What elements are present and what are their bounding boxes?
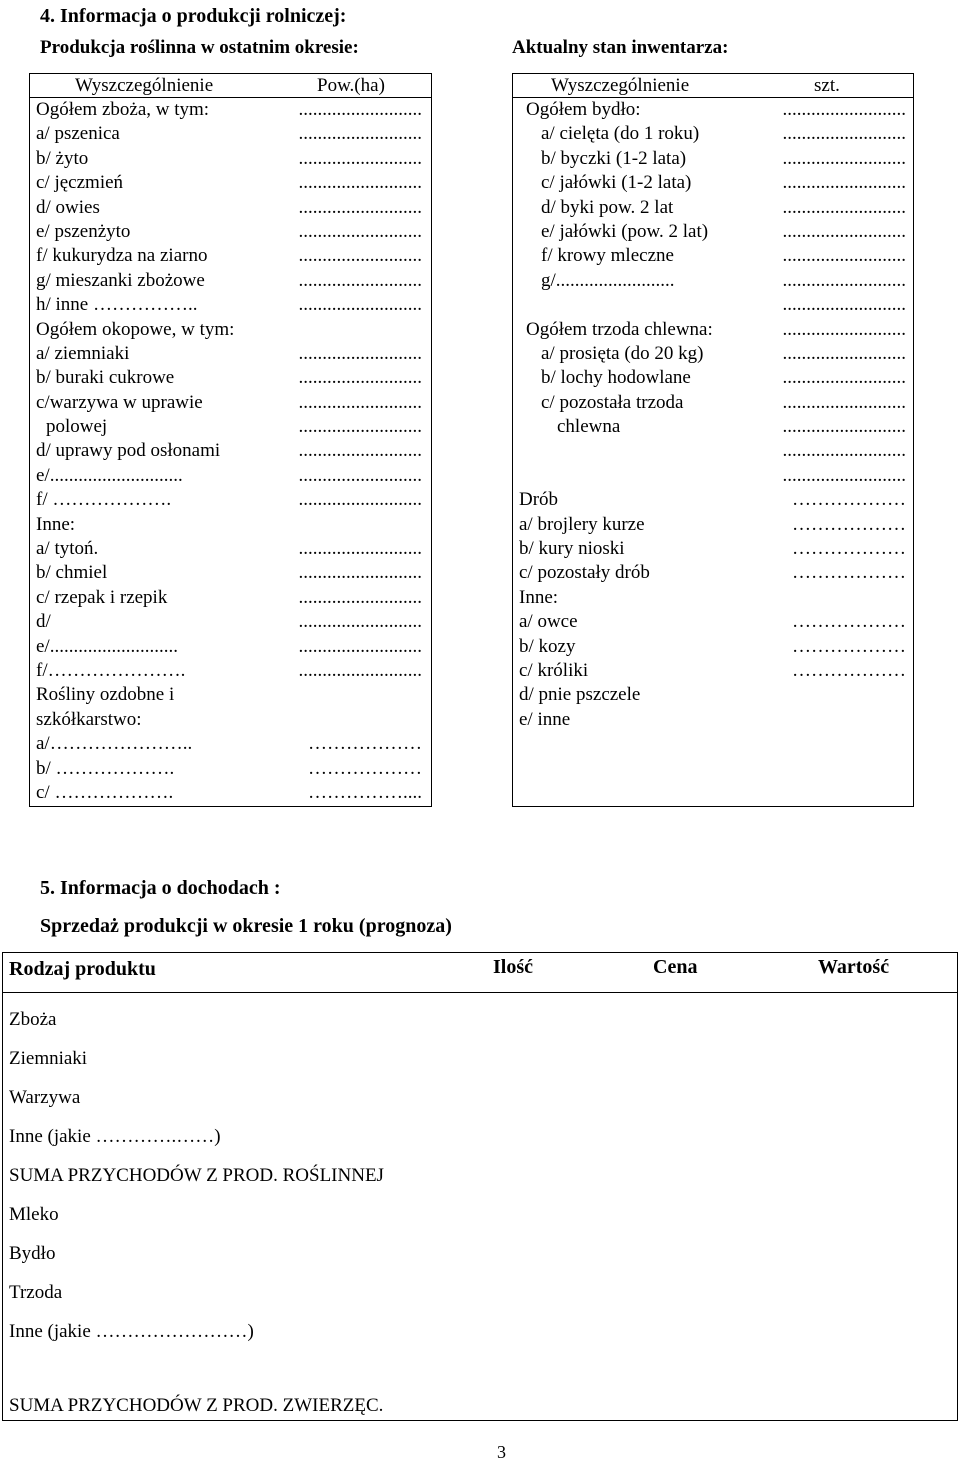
livestock-row-value: .......................... [782, 440, 906, 462]
plant-row-value: .......................... [298, 220, 422, 242]
plant-row-label: d/ [36, 611, 51, 633]
livestock-row-label: c/ króliki [519, 659, 589, 681]
plant-header-area: Pow.(ha) [317, 75, 385, 96]
page-number: 3 [497, 1442, 506, 1462]
livestock-row-label: a/ prosięta (do 20 kg) [541, 342, 704, 364]
plant-row-value: .......................... [298, 99, 422, 120]
sales-row-other-plant: Inne (jakie ………….……) [9, 1126, 221, 1147]
plant-row-value: .......................... [298, 611, 422, 633]
livestock-row-label: e/ inne [519, 708, 571, 730]
sales-row-vegetables: Warzywa [9, 1087, 81, 1108]
plant-row-label: b/ żyto [36, 147, 89, 169]
plant-row-value: .......................... [298, 538, 422, 560]
livestock-row-value: ……………… [792, 562, 906, 584]
livestock-row-label: Ogółem bydło: [526, 99, 641, 120]
plant-header-description: Wyszczególnienie [75, 75, 214, 96]
sales-row-cattle: Bydło [9, 1243, 56, 1264]
plant-row-label: Ogółem okopowe, w tym: [36, 318, 235, 340]
sales-row-milk: Mleko [9, 1204, 59, 1225]
plant-row-value: .......................... [298, 147, 422, 169]
livestock-row-label: a/ cielęta (do 1 roku) [541, 123, 700, 145]
plant-row-label: polowej [46, 416, 108, 438]
livestock-row-value: .......................... [782, 464, 906, 486]
livestock-row-value [740, 586, 906, 610]
livestock-row-value: .......................... [782, 245, 906, 267]
livestock-row-value: .......................... [782, 342, 906, 364]
plant-row-label: h/ inne …………….. [36, 294, 198, 316]
livestock-row-label: Ogółem trzoda chlewna: [526, 318, 713, 340]
plant-row-label: a/ pszenica [36, 123, 120, 145]
plant-row-value: .......................... [298, 562, 422, 584]
plant-row-value: .......................... [298, 586, 422, 608]
livestock-row-value: .......................... [782, 196, 906, 218]
sales-table-bottom-border [2, 1420, 958, 1421]
livestock-row-label: chlewna [557, 416, 621, 438]
plant-row-value [270, 708, 422, 732]
livestock-row-value: ……………… [792, 538, 906, 560]
sales-table-header-border [2, 992, 958, 993]
plant-row-label: e/ pszenżyto [36, 220, 131, 242]
sales-header-product: Rodzaj produktu [9, 958, 156, 980]
livestock-row-value: .......................... [782, 367, 906, 389]
plant-row-value [270, 513, 422, 537]
plant-row-value: .......................... [298, 342, 422, 364]
sales-row-other-animal: Inne (jakie ……………………) [9, 1321, 254, 1342]
sales-row-pigs: Trzoda [9, 1282, 63, 1303]
livestock-row-label: b/ kury nioski [519, 538, 625, 560]
livestock-row-label: b/ kozy [519, 635, 576, 657]
plant-row-label: f/ ………………. [36, 489, 172, 511]
plant-row-value: ……………… [308, 733, 422, 755]
plant-row-label: d/ uprawy pod osłonami [36, 440, 221, 462]
plant-row-value: ……………… [308, 757, 422, 779]
plant-row-label [36, 805, 286, 829]
livestock-row-value: .......................... [782, 294, 906, 316]
livestock-row-label: b/ lochy hodowlane [541, 367, 691, 389]
livestock-row-value: .......................... [782, 220, 906, 242]
livestock-header-description: Wyszczególnienie [551, 75, 690, 96]
livestock-row-label [519, 293, 749, 317]
plant-labels-column [36, 98, 286, 830]
livestock-row-label [519, 439, 749, 463]
plant-row-label: b/ chmiel [36, 562, 108, 584]
livestock-subtitle: Aktualny stan inwentarza: [512, 37, 729, 58]
livestock-row-label: a/ brojlery kurze [519, 513, 645, 535]
plant-row-value [270, 318, 422, 342]
sales-subtitle: Sprzedaż produkcji w okresie 1 roku (prognoza) [40, 915, 452, 937]
plant-row-label: f/ kukurydza na ziarno [36, 245, 208, 267]
livestock-row-label: Drób [519, 489, 559, 511]
livestock-row-value: ……………… [792, 635, 906, 657]
sales-row-plant-total: SUMA PRZYCHODÓW Z PROD. ROŚLINNEJ [9, 1165, 384, 1186]
livestock-row-label: f/ krowy mleczne [541, 245, 674, 267]
sales-header-price: Cena [653, 956, 698, 978]
plant-row-label: szkółkarstwo: [36, 708, 142, 730]
plant-row-label: c/warzywa w uprawie [36, 391, 203, 413]
plant-row-value: .......................... [298, 391, 422, 413]
plant-row-label: Inne: [36, 513, 76, 535]
plant-row-value: .......................... [298, 416, 422, 438]
livestock-header-count: szt. [814, 75, 840, 96]
plant-values-column [270, 98, 422, 830]
plant-row-label: c/ ………………. [36, 781, 174, 803]
plant-row-value: .......................... [298, 269, 422, 291]
livestock-row-label: d/ byki pow. 2 lat [541, 196, 674, 218]
livestock-row-value: ……………… [792, 513, 906, 535]
plant-row-value: .......................... [298, 172, 422, 194]
plant-row-value: .......................... [298, 635, 422, 657]
plant-row-value: …………….... [308, 781, 422, 803]
plant-row-label: f/…………………. [36, 659, 186, 681]
livestock-row-value: .......................... [782, 391, 906, 413]
livestock-row-label: g/......................... [541, 269, 675, 291]
livestock-row-label: c/ pozostały drób [519, 562, 650, 584]
plant-row-label: c/ jęczmień [36, 172, 124, 194]
plant-row-label: g/ mieszanki zbożowe [36, 269, 205, 291]
plant-row-label: Ogółem zboża, w tym: [36, 99, 210, 120]
plant-row-value: .......................... [298, 245, 422, 267]
livestock-row-value: .......................... [782, 318, 906, 340]
livestock-row-value: ……………… [792, 659, 906, 681]
plant-row-value: .......................... [298, 294, 422, 316]
plant-row-label: a/ ziemniaki [36, 342, 130, 364]
plant-row-label: d/ owies [36, 196, 100, 218]
sales-row-grains: Zboża [9, 1009, 57, 1030]
plant-row-label: Rośliny ozdobne i [36, 684, 175, 706]
plant-row-label: e/........................... [36, 635, 178, 657]
livestock-row-value: ……………… [792, 611, 906, 633]
livestock-row-value: ……………… [792, 489, 906, 511]
livestock-row-label: Inne: [519, 586, 559, 608]
sales-header-value: Wartość [818, 956, 890, 978]
sales-row-potatoes: Ziemniaki [9, 1048, 88, 1069]
livestock-row-value: .......................... [782, 416, 906, 438]
livestock-row-label: c/ jałówki (1-2 lata) [541, 172, 692, 194]
plant-row-label: a/ tytoń. [36, 538, 99, 560]
plant-row-value: .......................... [298, 196, 422, 218]
plant-row-value [270, 805, 422, 829]
sales-row-animal-total: SUMA PRZYCHODÓW Z PROD. ZWIERZĘC. [9, 1395, 384, 1416]
plant-row-label: a/………………….. [36, 733, 193, 755]
section5-title: 5. Informacja o dochodach : [40, 877, 281, 899]
plant-row-value: .......................... [298, 489, 422, 511]
livestock-row-label: d/ pnie pszczele [519, 684, 641, 706]
section4-title: 4. Informacja o produkcji rolniczej: [40, 5, 347, 27]
livestock-labels-column [519, 98, 749, 732]
plant-production-subtitle: Produkcja roślinna w ostatnim okresie: [40, 37, 359, 58]
livestock-row-value: .......................... [782, 123, 906, 145]
livestock-row-value [740, 683, 906, 707]
plant-row-label: b/ buraki cukrowe [36, 367, 175, 389]
livestock-row-label: b/ byczki (1-2 lata) [541, 147, 687, 169]
sales-header-quantity: Ilość [493, 956, 533, 978]
livestock-row-label: e/ jałówki (pow. 2 lat) [541, 220, 709, 242]
livestock-row-label: a/ owce [519, 611, 578, 633]
sales-table-top-border [2, 952, 958, 953]
plant-row-value: .......................... [298, 367, 422, 389]
plant-row-label: b/ ………………. [36, 757, 175, 779]
plant-row-value: .......................... [298, 440, 422, 462]
livestock-row-value: .......................... [782, 269, 906, 291]
livestock-row-label: c/ pozostała trzoda [541, 391, 684, 413]
livestock-row-label [519, 464, 749, 488]
sales-table-left-border [2, 952, 3, 1421]
livestock-row-value: .......................... [782, 99, 906, 120]
sales-table-right-border [957, 952, 958, 1421]
livestock-row-value: .......................... [782, 147, 906, 169]
livestock-values-column [740, 98, 906, 732]
livestock-row-value: .......................... [782, 172, 906, 194]
plant-row-value: .......................... [298, 464, 422, 486]
plant-row-label: c/ rzepak i rzepik [36, 586, 168, 608]
plant-row-value: .......................... [298, 123, 422, 145]
livestock-row-value [740, 708, 906, 732]
plant-row-label: e/............................ [36, 464, 183, 486]
plant-row-value: .......................... [298, 659, 422, 681]
plant-row-value [270, 683, 422, 707]
